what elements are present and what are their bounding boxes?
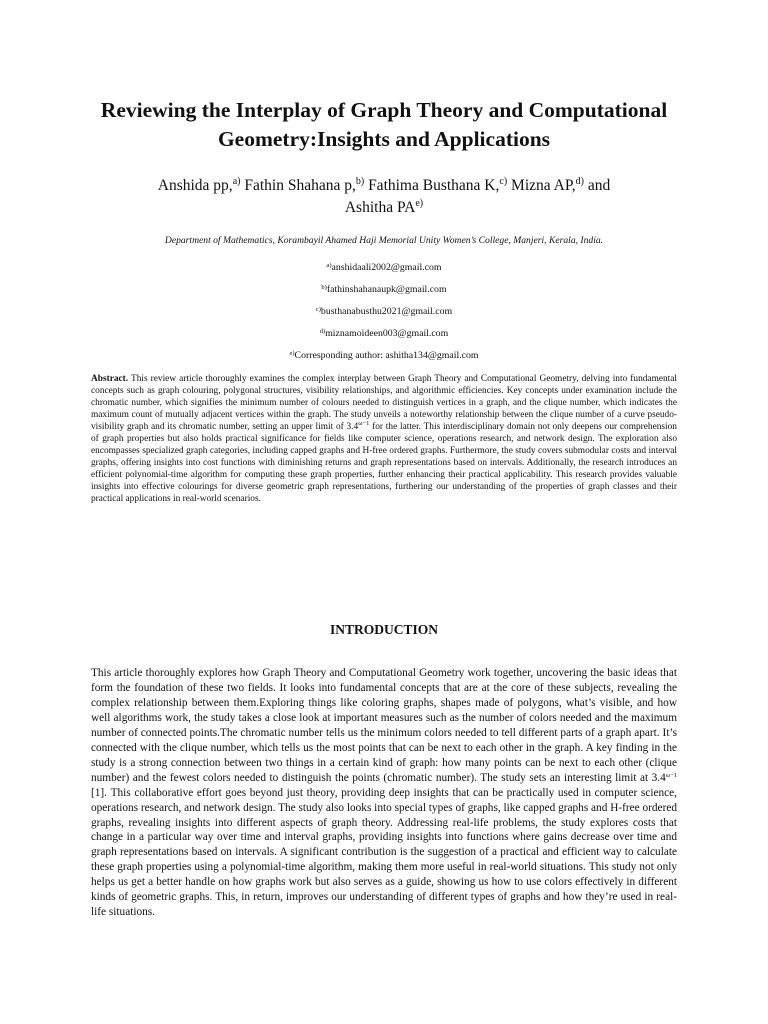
email-mark: e): [289, 350, 295, 357]
email-line: [60, 350, 708, 361]
email-line: [60, 306, 708, 317]
intro-text-continued: [1]. This collaborative effort goes beyond just theory, providing deep insights that can be practically used in computer science, operations research, and network design. The study also looks into special types of graphs, like capped graphs and H-free ordered graphs, revealing insights into different aspects of graph theory. Addressing real-life problems, the study explores costs that change in a particular way over time and interval graphs, providing insights into functions where gains decrease over time and graph representations based on intervals. A significant contribution is the suggestion of a practical and efficient way to calculate these graph properties using a polynomial-time algorithm, making them more useful in real-world situations. This study not only helps us get a better handle on how graphs work but also serves as a guide, showing us how to use colors effectively in different kinds of geometric graphs. This, in return, improves our understanding of different types of graphs and how they’re used in real-life situations.: [91, 786, 677, 919]
author-line-2: [80, 197, 688, 219]
author-name: Fathima Busthana K,: [364, 177, 500, 194]
email-address: busthanabusthu2021@gmail.com: [320, 306, 453, 317]
abstract-text-continued: for the latter. This interdisciplinary domain not only deepens our comprehension of graph properties but also holds practical significance for fields like computer science, operations research, and network design. The exploration also encompasses specialized graph categories, including capped graphs and H-free ordered graphs. Furthermore, the study covers submodular costs and interval graphs, offering insights into cost functions with diminishing returns and graph representations based on intervals. Additionally, the research introduces an efficient polynomial-time algorithm for computing these graph properties, further enhancing their practical applicability. This research provides valuable insights into effective colourings for diverse geometric graph representations, furthering our understanding of the properties of graph classes and their practical applications in real-world scenarios.: [91, 422, 677, 505]
author-mark: a): [232, 176, 241, 187]
author-conjunction: and: [583, 177, 611, 194]
abstract: [91, 373, 677, 506]
email-address: Corresponding author: ashitha134@gmail.com: [294, 350, 479, 361]
abstract-label: Abstract.: [91, 374, 129, 384]
author-name: Fathin Shahana p,: [240, 177, 356, 194]
author-mark: c): [499, 176, 508, 187]
email-line: [60, 328, 708, 339]
affiliation: Department of Mathematics, Korambayil Ahamed Haji Memorial Unity Women’s College, Manjeri, Kerala, India.: [164, 235, 604, 246]
paper-title: [60, 96, 708, 154]
email-address: miznamoideen003@gmail.com: [325, 328, 449, 339]
intro-text: This article thoroughly explores how Graph Theory and Computational Geometry work together, uncovering the basic ideas that form the foundation of these two fields. It looks into fundamental concepts that are at the core of these subjects, revealing the complex relationship between them.Exploring things like coloring graphs, shapes made of polygons, what’s visible, and how well algorithms work, the study takes a close look at important measures such as the number of colors needed and the maximum number of connected points.The chromatic number tells us the minimum colors needed to tell different parts of a graph apart. It’s connected with the clique number, which tells us the most points that can be next to each other in the graph. A key finding in the study is a strong connection between two things in a certain kind of graph: how many points can be next to each other (clique number) and the fewest colors needed to distinguish the points (chromatic number). The study sets an interesting limit at 3.4: [91, 667, 677, 784]
title-line-1: Reviewing the Interplay of Graph Theory and Computational: [100, 98, 668, 122]
author-name: Anshida pp,: [157, 177, 233, 194]
email-line: [60, 284, 708, 295]
email-mark: b): [321, 284, 327, 291]
email-address: fathinshahanaupk@gmail.com: [326, 284, 447, 295]
author-mark: e): [415, 198, 424, 209]
author-mark: d): [575, 176, 584, 187]
author-line-1: [80, 175, 688, 197]
author-list: [80, 175, 688, 219]
email-mark: a): [326, 262, 332, 269]
abstract-text: This review article thoroughly examines the complex interplay between Graph Theory and Computational Geometry, delving into fundamental concepts such as graph colouring, polygonal structures, visibility relationships, and algorithmic efficiencies. Key concepts under examination include the chromatic number, which signifies the minimum number of colours needed to distinguish vertices in a graph, and the clique number, which indicates the maximum count of mutually adjacent vertices within the graph. The study unveils a noteworthy relationship between the clique number of a curve pseudo-visibility graph and its chromatic number, setting an upper limit of 3.4: [91, 374, 677, 433]
author-mark: b): [355, 176, 365, 187]
title-line-2: Geometry:Insights and Applications: [217, 127, 551, 151]
author-name: Mizna AP,: [507, 177, 576, 194]
intro-exponent: ω−1: [665, 771, 677, 779]
email-line: [60, 262, 708, 273]
email-address: anshidaali2002@gmail.com: [331, 262, 442, 273]
email-mark: c): [315, 306, 321, 313]
introduction-paragraph: [91, 666, 677, 920]
email-mark: d): [319, 328, 326, 335]
abstract-exponent: ω−1: [358, 420, 370, 428]
author-name: Ashitha PA: [344, 199, 416, 216]
section-heading: INTRODUCTION: [329, 622, 438, 637]
